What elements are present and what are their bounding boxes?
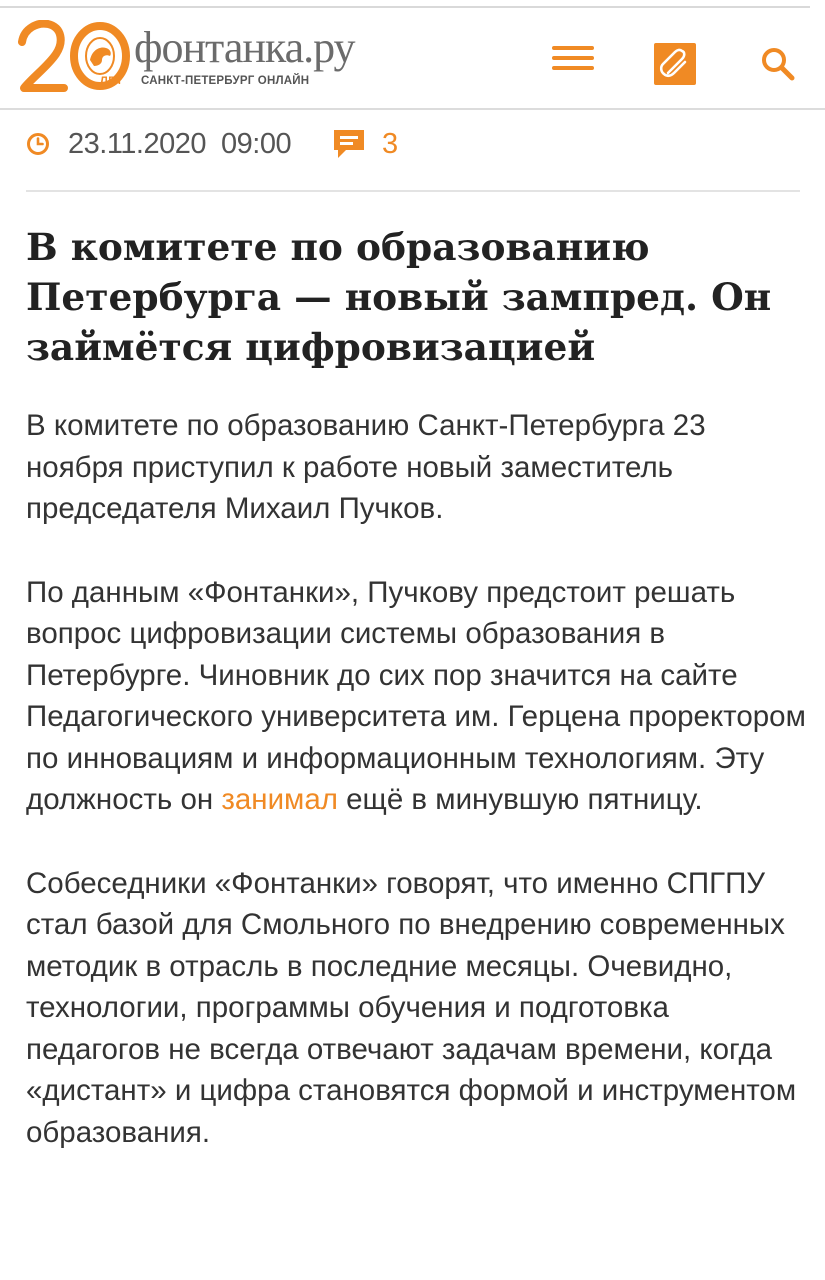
site-header	[0, 8, 825, 108]
meta-divider	[26, 190, 800, 192]
menu-icon-line	[552, 66, 594, 70]
article-paragraph: В комитете по образованию Санкт-Петербурга 23 ноября приступил к работе новый заместитель председателя Михаил Пучков.	[26, 409, 706, 525]
article-title: В комитете по образованию Петербурга — новый зампред. Он займётся цифровизацией	[26, 225, 772, 369]
comment-icon	[332, 128, 366, 160]
logo-wordmark: фонтанка.ру	[134, 23, 355, 72]
header-divider	[0, 108, 825, 110]
paragraph-text: ещё в минувшую пятницу.	[337, 783, 703, 816]
paragraph-text: По данным «Фонтанки», Пучкову предстоит решать вопрос цифровизации системы образования в Петербурге. Чиновник до сих пор значится на сайте Педагогического университета им. Герцена проректором по инновациям и информационным технологиям. Эту должность он	[26, 575, 806, 816]
paperclip-icon	[654, 43, 696, 85]
paperclip-button[interactable]	[654, 43, 696, 85]
search-button[interactable]	[758, 44, 798, 84]
source-link[interactable]: занимал	[221, 783, 338, 816]
menu-icon	[552, 46, 594, 50]
publish-date: 23.11.2020	[68, 128, 206, 160]
article-paragraph	[26, 572, 808, 821]
clock-icon	[26, 132, 50, 156]
site-logo[interactable]	[18, 20, 355, 100]
menu-icon-line	[552, 56, 594, 60]
search-icon	[758, 44, 798, 84]
publish-time: 09:00	[221, 128, 292, 160]
menu-button[interactable]	[552, 46, 594, 76]
logo-years-label: ЛЕТ	[100, 75, 124, 87]
article-meta	[26, 124, 806, 164]
article-paragraph: Собеседники «Фонтанки» говорят, что именно СПГПУ стал базой для Смольного по внедрению современных методик в отрасль в последние месяцы. Очевидно, технологии, программы обучения и подготовка педагогов не всегда отвечают задачам времени, когда «дистант» и цифра становятся формой и инструментом образования.	[26, 866, 797, 1149]
article-body	[26, 405, 808, 1195]
logo-tagline: САНКТ-ПЕТЕРБУРГ ОНЛАЙН	[141, 75, 310, 87]
comments-count: 3	[382, 128, 399, 160]
